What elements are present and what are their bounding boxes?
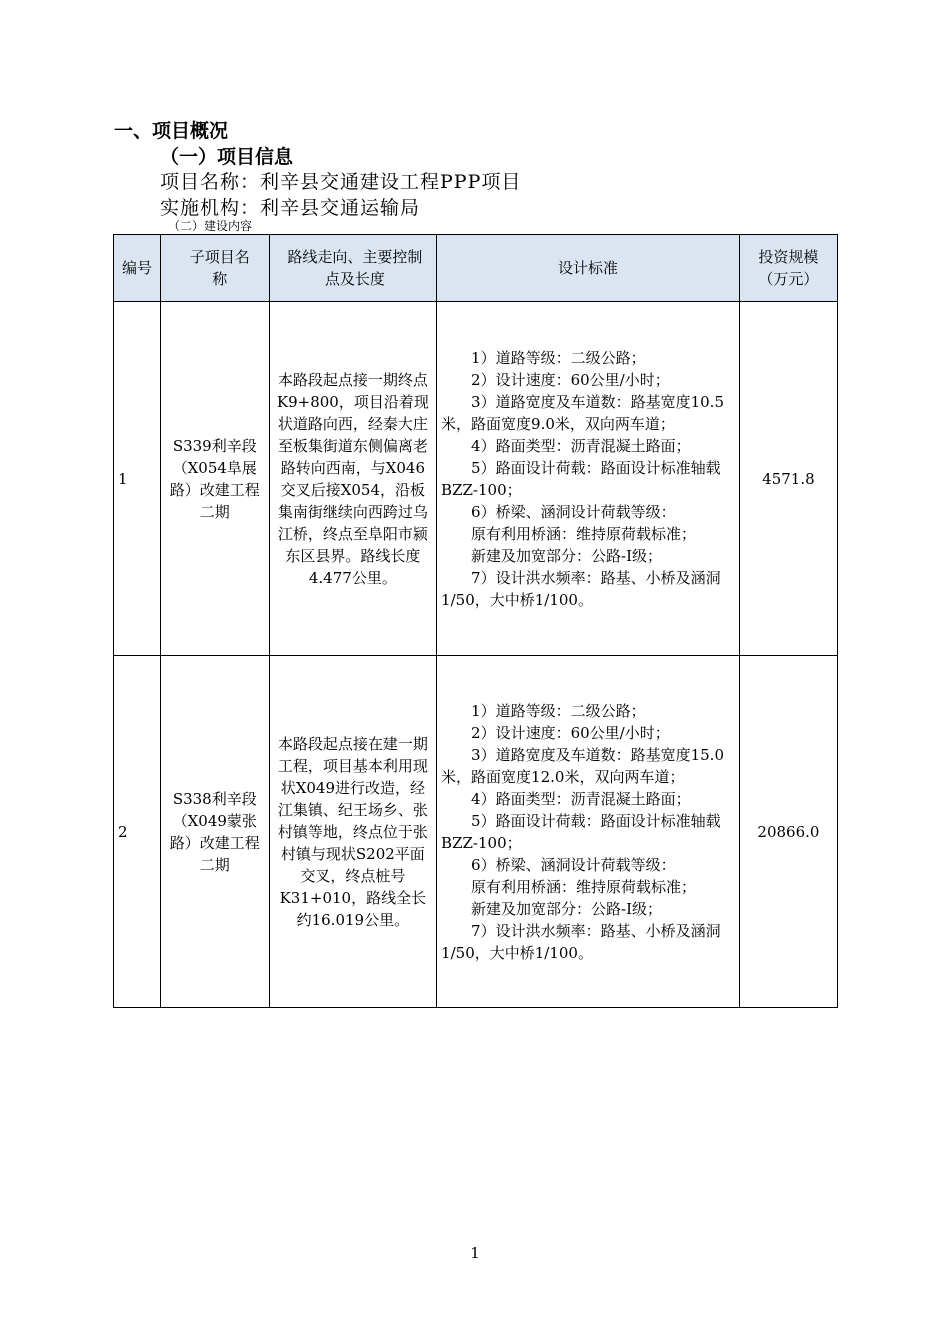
agency-line: 实施机构：利辛县交通运输局 <box>160 197 421 219</box>
construction-content-heading: （二）建设内容 <box>168 219 253 233</box>
standard-line: 7）设计洪水频率：路基、小桥及涵洞1/50，大中桥1/100。 <box>441 921 721 962</box>
row-name: S338利辛段（X049蒙张路）改建工程二期 <box>160 656 269 1008</box>
row-standard <box>437 656 740 1008</box>
standard-line: 原有利用桥涵：维持原荷载标准； <box>471 524 697 543</box>
header-investment: 投资规模（万元） <box>739 235 837 302</box>
standard-line: 4）路面类型：沥青混凝土路面； <box>471 789 691 808</box>
standard-line: 7）设计洪水频率：路基、小桥及涵洞1/50，大中桥1/100。 <box>441 568 721 609</box>
subsection-heading: （一）项目信息 <box>160 146 294 168</box>
standard-line: 原有利用桥涵：维持原荷载标准； <box>471 877 697 896</box>
construction-table <box>113 234 838 1008</box>
project-name-line: 项目名称：利辛县交通建设工程PPP项目 <box>160 171 522 193</box>
standard-line: 6）桥梁、涵洞设计荷载等级： <box>471 855 676 874</box>
standard-line: 4）路面类型：沥青混凝土路面； <box>471 436 691 455</box>
standard-line: 1）道路等级：二级公路； <box>471 701 646 720</box>
row-name: S339利辛段（X054阜展路）改建工程二期 <box>160 302 269 656</box>
standard-line: 新建及加宽部分：公路-Ⅰ级； <box>471 899 663 918</box>
row-route: 本路段起点接一期终点K9+800，项目沿着现状道路向西，经秦大庄至板集街道东侧偏离老路转向西南，与X046交叉后接X054，沿板集南街继续向西跨过乌江桥，终点至阜阳市颍东区县界。路线长度4.477公里。 <box>269 302 436 656</box>
row-standard <box>437 302 740 656</box>
header-route: 路线走向、主要控制点及长度 <box>269 235 436 302</box>
row-route: 本路段起点接在建一期工程，项目基本利用现状X049进行改造，经江集镇、纪王场乡、张村镇等地，终点位于张村镇与现状S202平面交叉，终点桩号K31+010，路线全长约16.019公里。 <box>269 656 436 1008</box>
row-no: 1 <box>114 302 161 656</box>
standard-line: 新建及加宽部分：公路-Ⅰ级； <box>471 546 663 565</box>
row-no: 2 <box>114 656 161 1008</box>
table-header-row <box>114 235 838 302</box>
standard-line: 2）设计速度：60公里/小时； <box>471 370 670 389</box>
row-investment: 20866.0 <box>739 656 837 1008</box>
page-number: 1 <box>470 1244 480 1262</box>
table-row <box>114 302 838 656</box>
header-name: 子项目名称 <box>160 235 269 302</box>
header-no: 编号 <box>114 235 161 302</box>
standard-line: 6）桥梁、涵洞设计荷载等级： <box>471 502 676 521</box>
table-row <box>114 656 838 1008</box>
standard-line: 3）道路宽度及车道数：路基宽度15.0米，路面宽度12.0米，双向两车道； <box>441 745 724 786</box>
standard-line: 2）设计速度：60公里/小时； <box>471 723 670 742</box>
header-standard: 设计标准 <box>437 235 740 302</box>
row-investment: 4571.8 <box>739 302 837 656</box>
standard-line: 5）路面设计荷载：路面设计标准轴载BZZ-100； <box>441 811 721 852</box>
standard-line: 5）路面设计荷载：路面设计标准轴载BZZ-100； <box>441 458 721 499</box>
section-heading: 一、项目概况 <box>114 120 229 142</box>
standard-line: 1）道路等级：二级公路； <box>471 348 646 367</box>
standard-line: 3）道路宽度及车道数：路基宽度10.5米，路面宽度9.0米，双向两车道； <box>441 392 724 433</box>
